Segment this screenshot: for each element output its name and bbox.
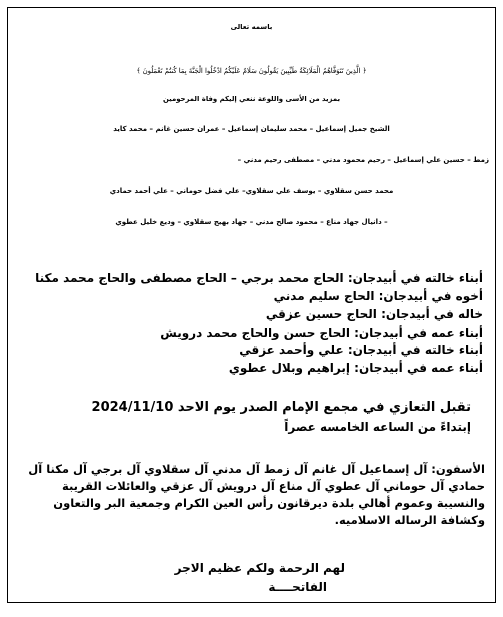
mourners-line: والنسيبة وعموم أهالي بلدة ديرقانون رأس العين الكرام وجمعية البر والتعاون: [53, 496, 485, 510]
fatiha-line: الفاتحــــة: [268, 580, 327, 594]
mourners-line: الأسفون: آل إسماعيل آل غانم آل زمط آل مدني آل سقلاوي آل برجي آل مكنا آل: [28, 462, 485, 476]
announcement-intro: بمزيد من الأسى واللوعة ننعي إليكم وفاة المرحومين: [162, 95, 341, 103]
closing-prayer: لهم الرحمة ولكم عظيم الاجر: [174, 561, 345, 575]
notice-title: باسمه تعالى: [230, 23, 273, 31]
deceased-names-line: – دانيال جهاد مناع – محمود صالح مدني – جهاد بهيج سقلاوي – وديع خليل عطوي: [115, 218, 388, 226]
obituary-notice: [7, 7, 496, 603]
relatives-line: أبناء خالته في أبيدجان: الحاج محمد برجي – الحاج مصطفى والحاج محمد مكنا: [35, 271, 483, 285]
deceased-names-line: الشيخ جميل إسماعيل – محمد سليمان إسماعيل – عمران حسين غانم – محمد كايد: [113, 125, 390, 133]
relatives-line: أخوه في أبيدجان: الحاج سليم مدني: [273, 289, 483, 303]
relatives-line: خاله في أبيدجان: الحاج حسين عزقي: [265, 307, 483, 321]
mourners-line: حمادي آل حوماني آل عطوي آل مناع آل درويش آل عزقي والعائلات القريبة: [61, 479, 485, 493]
mourners-line: وكشافة الرساله الاسلاميه.: [334, 513, 485, 527]
condolences-time: إبتداءً من الساعه الخامسه عصراً: [284, 420, 471, 434]
deceased-names-line: زمط – حسين علي إسماعيل – رحيم محمود مدني – مصطفى رحيم مدني –: [237, 156, 489, 164]
relatives-line: أبناء خالته في أبيدجان: علي وأحمد عزقي: [239, 343, 483, 357]
relatives-line: أبناء عمه في أبيدجان: إبراهيم وبلال عطوي: [228, 361, 483, 375]
deceased-names-line: محمد حسن سقلاوي – يوسف علي سقلاوي– علي فضل حوماني – علي أحمد حمادي: [109, 187, 394, 195]
condolences-date: تقبل التعازي في مجمع الإمام الصدر يوم الاحد 2024/11/10: [91, 400, 471, 415]
relatives-line: أبناء عمه في أبيدجان: الحاج حسن والحاج محمد درويش: [160, 326, 483, 340]
quran-verse: ﴿ الَّذِينَ تَتَوَفَّاهُمُ الْمَلَائِكَةُ طَيِّبِينَ يَقُولُونَ سَلَامٌ عَلَيْكُمُ ادْخُلُوا الْجَنَّةَ بِمَا كُنتُمْ تَعْمَلُونَ ﴾: [136, 67, 367, 75]
